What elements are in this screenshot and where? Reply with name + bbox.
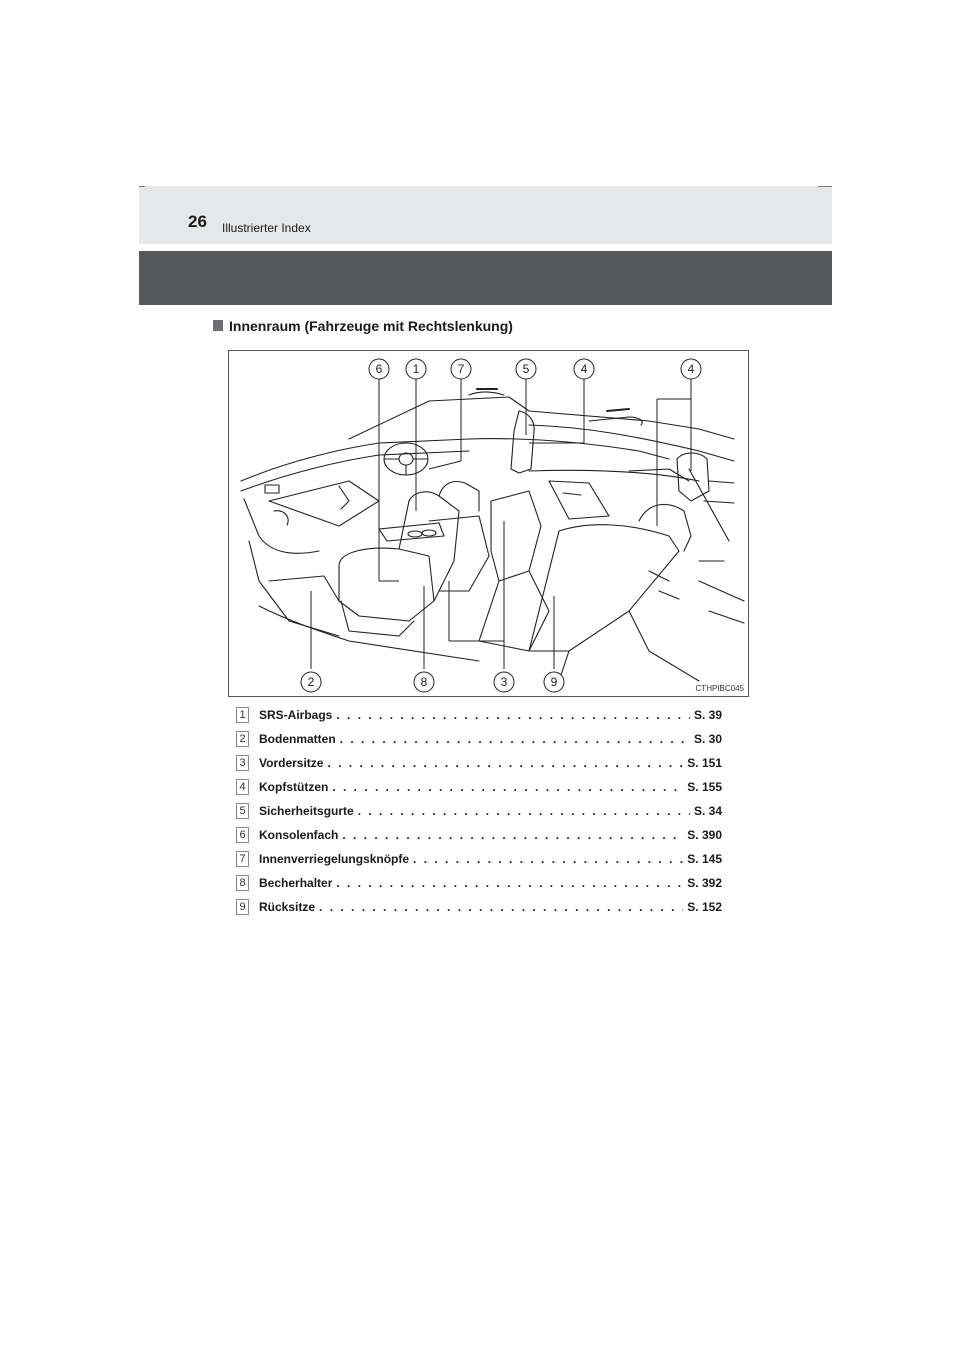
callout-label: 8 [420,675,428,689]
header-title: Illustrierter Index [222,221,311,235]
list-item[interactable] [236,751,722,775]
item-page-ref[interactable]: S. 155 [687,780,722,794]
item-page-ref[interactable]: S. 145 [687,852,722,866]
item-label: Sicherheitsgurte [259,804,354,818]
callout-label: 6 [375,362,383,376]
callout-label: 1 [412,362,420,376]
item-number: 3 [236,755,249,771]
header-rule-right [818,186,832,187]
item-number: 4 [236,779,249,795]
item-label: Konsolenfach [259,828,339,842]
dot-leader [342,828,683,842]
item-number: 1 [236,707,249,723]
dot-leader [327,756,683,770]
item-label: Rücksitze [259,900,316,914]
interior-illustration [228,350,749,697]
dot-leader [340,732,690,746]
item-page-ref[interactable]: S. 39 [693,708,722,722]
section-marker-icon [213,320,223,331]
item-number: 5 [236,803,249,819]
item-label: Vordersitze [259,756,324,770]
callout-6 [369,359,389,379]
dot-leader [336,876,683,890]
callout-1 [406,359,426,379]
index-list [236,703,722,919]
callout-5 [516,359,536,379]
callout-label: 7 [457,362,465,376]
list-item[interactable] [236,847,722,871]
item-number: 2 [236,731,249,747]
list-item[interactable] [236,775,722,799]
item-label: Becherhalter [259,876,333,890]
callout-label: 4 [687,362,695,376]
list-item[interactable] [236,823,722,847]
list-item[interactable] [236,895,722,919]
item-label: Innenverriegelungsknöpfe [259,852,410,866]
page-number: 26 [188,212,207,231]
callout-7 [451,359,471,379]
callout-label: 4 [580,362,588,376]
list-item[interactable] [236,727,722,751]
item-number: 9 [236,899,249,915]
item-number: 8 [236,875,249,891]
callout-8 [414,672,434,692]
item-label: Bodenmatten [259,732,336,746]
item-label: SRS-Airbags [259,708,333,722]
figure-code: CTHPIBC045 [695,684,744,693]
item-number: 6 [236,827,249,843]
car-interior-drawing [229,351,750,698]
section-band [139,251,832,305]
dot-leader [319,900,683,914]
callout-label: 2 [307,675,315,689]
dot-leader [358,804,690,818]
list-item[interactable] [236,703,722,727]
item-page-ref[interactable]: S. 390 [687,828,722,842]
dot-leader [413,852,683,866]
callout-label: 5 [522,362,530,376]
header-band [139,186,832,244]
item-page-ref[interactable]: S. 392 [687,876,722,890]
item-page-ref[interactable]: S. 34 [693,804,722,818]
dot-leader [332,780,683,794]
item-number: 7 [236,851,249,867]
dot-leader [336,708,690,722]
callout-label: 3 [500,675,508,689]
callout-4a [574,359,594,379]
section-title: Innenraum (Fahrzeuge mit Rechtslenkung) [229,318,513,334]
item-page-ref[interactable]: S. 152 [687,900,722,914]
header-rule-left [139,186,145,187]
callout-2 [301,672,321,692]
callout-4b [681,359,701,379]
item-label: Kopfstützen [259,780,329,794]
callout-label: 9 [550,675,558,689]
list-item[interactable] [236,799,722,823]
list-item[interactable] [236,871,722,895]
callout-9 [544,672,564,692]
item-page-ref[interactable]: S. 151 [687,756,722,770]
item-page-ref[interactable]: S. 30 [693,732,722,746]
callout-3 [494,672,514,692]
